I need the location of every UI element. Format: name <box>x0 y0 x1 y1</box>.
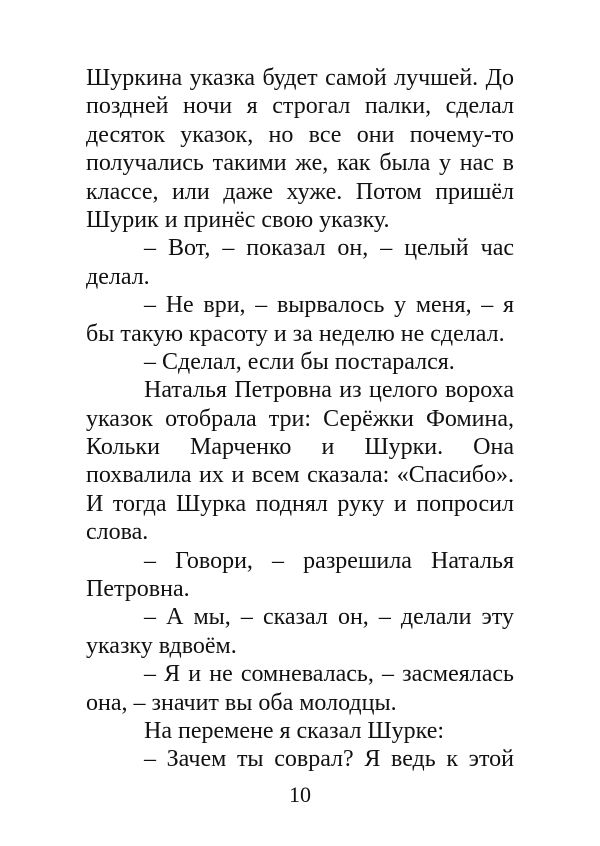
text-line: – Говори, – разрешила Наталья <box>144 547 514 574</box>
text-line: – Вот, – показал он, – целый час <box>144 235 514 262</box>
text-line: Шурик и принёс свою указку. <box>86 206 390 233</box>
page-text <box>86 64 514 774</box>
text-line: – Сделал, если бы постарался. <box>144 348 455 375</box>
text-line: классе, или даже хуже. Потом пришёл <box>86 178 514 205</box>
text-line: делал. <box>86 263 150 290</box>
text-line: бы такую красоту и за неделю не сделал. <box>86 320 505 347</box>
page-number: 10 <box>289 782 311 807</box>
text-line: – А мы, – сказал он, – делали эту <box>144 604 514 631</box>
text-line: указок отобрала три: Серёжки Фомина, <box>86 405 514 432</box>
text-line: Петровна. <box>86 576 190 603</box>
text-line: слова. <box>86 519 149 546</box>
text-line: – Зачем ты соврал? Я ведь к этой <box>144 746 514 773</box>
text-line: Наталья Петровна из целого вороха <box>144 377 514 404</box>
text-line: И тогда Шурка поднял руку и попросил <box>86 490 514 517</box>
text-line: получались такими же, как была у нас в <box>86 150 514 177</box>
text-line: – Не ври, – вырвалось у меня, – я <box>144 292 514 319</box>
text-line: похвалила их и всем сказала: «Спасибо». <box>86 462 514 489</box>
text-line: – Я и не сомневалась, – засмеялась <box>144 661 514 688</box>
text-line: На перемене я сказал Шурке: <box>144 717 445 744</box>
text-line: десяток указок, но все они почему-то <box>86 121 514 148</box>
text-line: Шуркина указка будет самой лучшей. До <box>86 65 514 91</box>
text-line: указку вдвоём. <box>86 632 237 659</box>
text-line: Кольки Марченко и Шурки. Она <box>86 434 514 461</box>
text-line: поздней ночи я строгал палки, сделал <box>86 93 514 120</box>
text-line: она, – значит вы оба молодцы. <box>86 689 397 716</box>
